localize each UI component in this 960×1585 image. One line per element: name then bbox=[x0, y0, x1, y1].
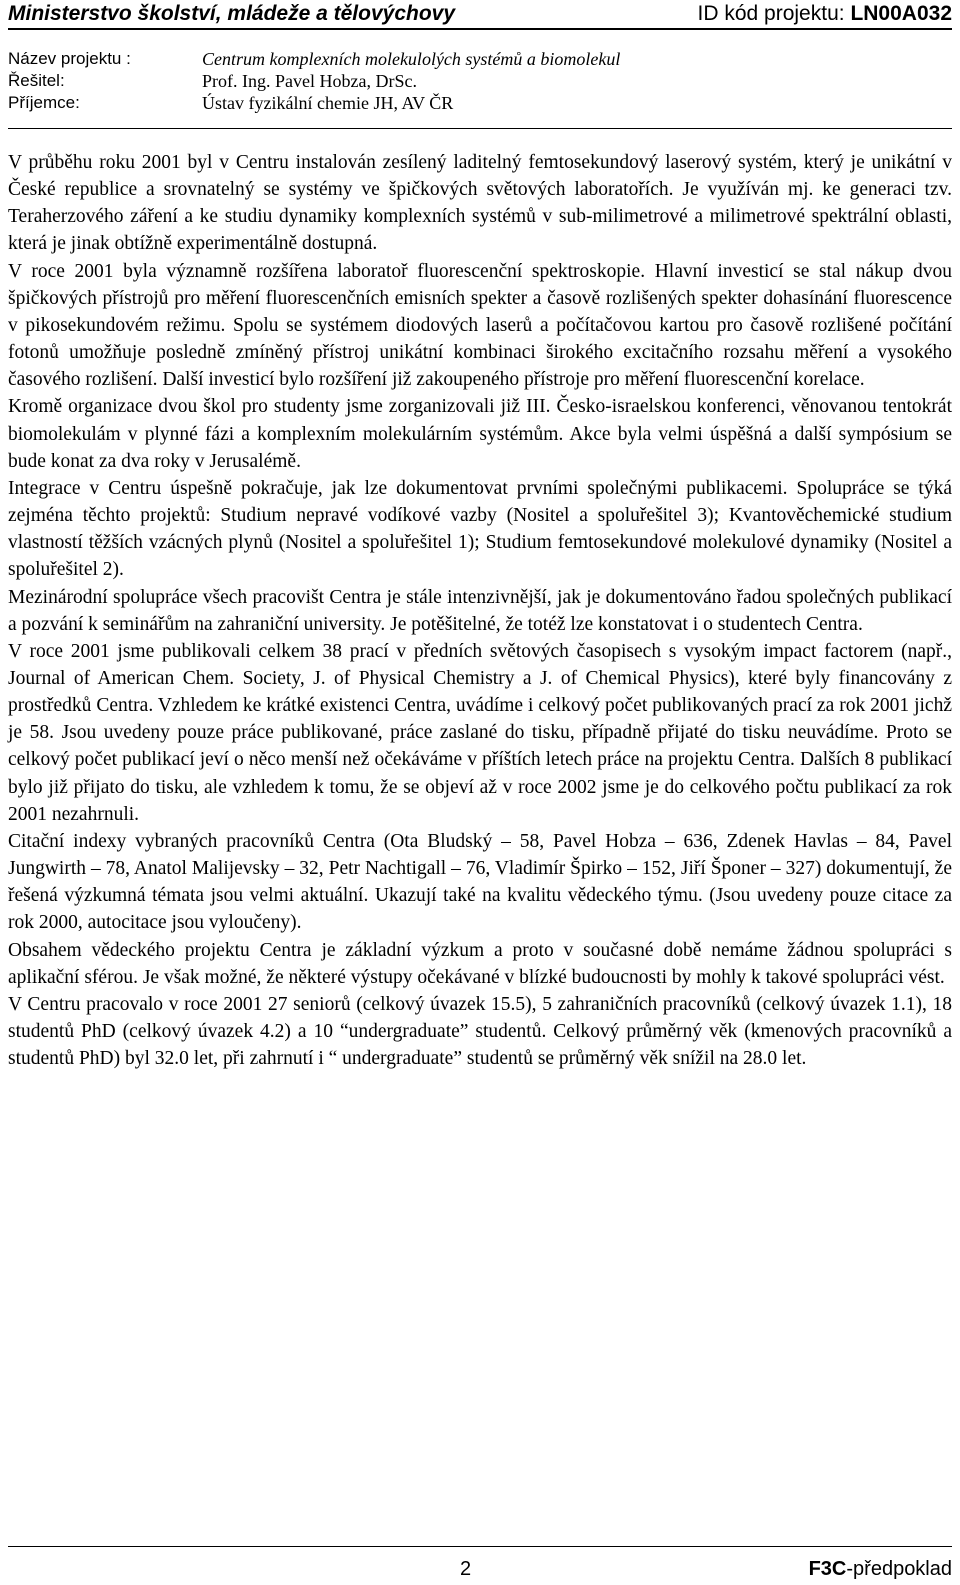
paragraph-fluorescence-lab: V roce 2001 byla významně rozšířena laboratoř fluorescenční spektroskopie. Hlavní investicí se stal nákup dvou špičkových přístrojů pro měření fluorescenčních emisních spekter a časově rozlišených spekter dohasínání fluorescence v pikosekundovém režimu. Spolu se systémem diodových laserů a počítačovou kartou pro časově rozlišené počítání fotonů umožňuje posledně zmíněný přístroj unikátní kombinaci širokého excitačního rozsahu měření a vysokého časového rozlišení. Další investicí bylo rozšíření již zakoupeného přístroje pro měření fluorescenční korelace. bbox=[8, 260, 952, 391]
paragraph-staff: V Centru pracovalo v roce 2001 27 seniorů (celkový úvazek 15.5), 5 zahraničních pracovníků (celkový úvazek 1.1), 18 studentů PhD (celkový úvazek 4.2) a 10 “undergraduate” studentů. Celkový průměrný věk (kmenových pracovníků a studentů PhD) byl 32.0 let, při zahrnutí i “ undergraduate” studentů se průměrný věk snížil na 28.0 let. bbox=[8, 993, 952, 1070]
project-name-value: Centrum komplexních molekulolých systémů a biomolekul bbox=[202, 49, 621, 69]
footer-code bbox=[809, 1558, 952, 1581]
recipient-label: Příjemce: bbox=[8, 93, 80, 112]
footer-code-rest: -předpoklad bbox=[846, 1558, 952, 1580]
investigator-label: Řešitel: bbox=[8, 71, 65, 90]
page-header bbox=[8, 0, 952, 28]
project-name-label: Název projektu : bbox=[8, 49, 131, 68]
recipient-value: Ústav fyzikální chemie JH, AV ČR bbox=[202, 93, 454, 113]
project-name-row bbox=[8, 48, 620, 70]
ministry-name: Ministerstvo školství, mládeže a tělovýchovy bbox=[8, 2, 456, 25]
meta-divider bbox=[8, 128, 952, 129]
paragraph-conference: Kromě organizace dvou škol pro studenty jsme zorganizovali již III. Česko-israelskou konferenci, věnovanou tentokrát biomolekulám v plynné fázi a komplexním molekulárním systémům. Akce byla velmi úspěšná a další sympósium se bude konat za dva roky v Jerusalémě. bbox=[8, 396, 952, 472]
investigator-row bbox=[8, 70, 620, 92]
report-body bbox=[8, 149, 952, 1072]
project-id bbox=[698, 1, 952, 27]
project-id-value: LN00A032 bbox=[850, 2, 952, 25]
project-meta bbox=[8, 48, 620, 114]
paragraph-publications: V roce 2001 jsme publikovali celkem 38 prací v předních světových časopisech s vysokým impact factorem (např., Journal of American Chem. Society, J. of Physical Chemistry a J. of Chemical Physics), které byly financovány z prostředků Centra. Vzhledem ke krátké existenci Centra, uvádíme i celkový počet publikovaných prací za rok 2001 jichž je 58. Jsou uvedeny pouze práce publikované, práce zaslané do tisku, případně přijaté do tisku neuvádíme. Proto se celkový počet publikací jeví o něco menší než očekáváme v příštích letech práce na projektu Centra. Dalších 8 publikací bylo již přijato do tisku, ale vzhledem k tomu, že se objeví až v roce 2002 jsme je do celkového počtu publikací za rok 2001 nezahrnuli. bbox=[8, 640, 952, 825]
recipient-row bbox=[8, 92, 620, 114]
project-id-label: ID kód projektu: bbox=[697, 2, 845, 25]
footer-code-bold: F3C bbox=[808, 1558, 847, 1580]
paragraph-application: Obsahem vědeckého projektu Centra je základní výzkum a proto v současné době nemáme žádnou spolupráci s aplikační sférou. Je však možné, že některé výstupy očekávané v blízké budoucnosti by mohly k takové spolupráci vést. bbox=[8, 939, 952, 988]
investigator-value: Prof. Ing. Pavel Hobza, DrSc. bbox=[202, 71, 417, 91]
paragraph-international: Mezinárodní spolupráce všech pracovišt Centra je stále intenzivnější, jak je dokumentováno řadou společných publikací a pozvání k seminářům na zahraniční university. Je potěšitelné, že totéž lze konstatovat i o studentech Centra. bbox=[8, 586, 952, 635]
page-number: 2 bbox=[460, 1558, 472, 1580]
paragraph-citations: Citační indexy vybraných pracovníků Centra (Ota Bludský – 58, Pavel Hobza – 636, Zdenek Havlas – 84, Pavel Jungwirth – 78, Anatol Malijevsky – 32, Petr Nachtigall – 76, Vladimír Špirko – 152, Jiří Šponer – 327) dokumentují, že řešená výzkumná témata jsou velmi aktuální. Ukazují také na kvalitu vědeckého týmu. (Jsou uvedeny pouze citace za rok 2000, autocitace jsou vyloučeny). bbox=[8, 830, 952, 934]
paragraph-integration: Integrace v Centru úspešně pokračuje, jak lze dokumentovat prvními společnými publikacemi. Spolupráce se týká zejména těchto projektů: Studium nepravé vodíkové vazby (Nositel a spoluřešitel 3); Kvantověchemické studium vlastností těžších vzácných plynů (Nositel a spoluřešitel 1); Studium femtosekundové molekulové dynamiky (Nositel a spoluřešitel 2). bbox=[8, 477, 952, 581]
paragraph-laser-system: V průběhu roku 2001 byl v Centru instalován zesílený laditelný femtosekundový laserový systém, který je unikátní v České republice a srovnatelný se systémy ve špičkových světových laboratořích. Je využíván mj. ke generaci tzv. Teraherzového záření a ke studiu dynamiky komplexních systémů v sub-milimetrové a milimetrové spektrální oblasti, která je jinak obtížně experimentálně dostupná. bbox=[8, 152, 952, 255]
footer-divider bbox=[8, 1546, 952, 1547]
header-divider bbox=[8, 28, 952, 30]
